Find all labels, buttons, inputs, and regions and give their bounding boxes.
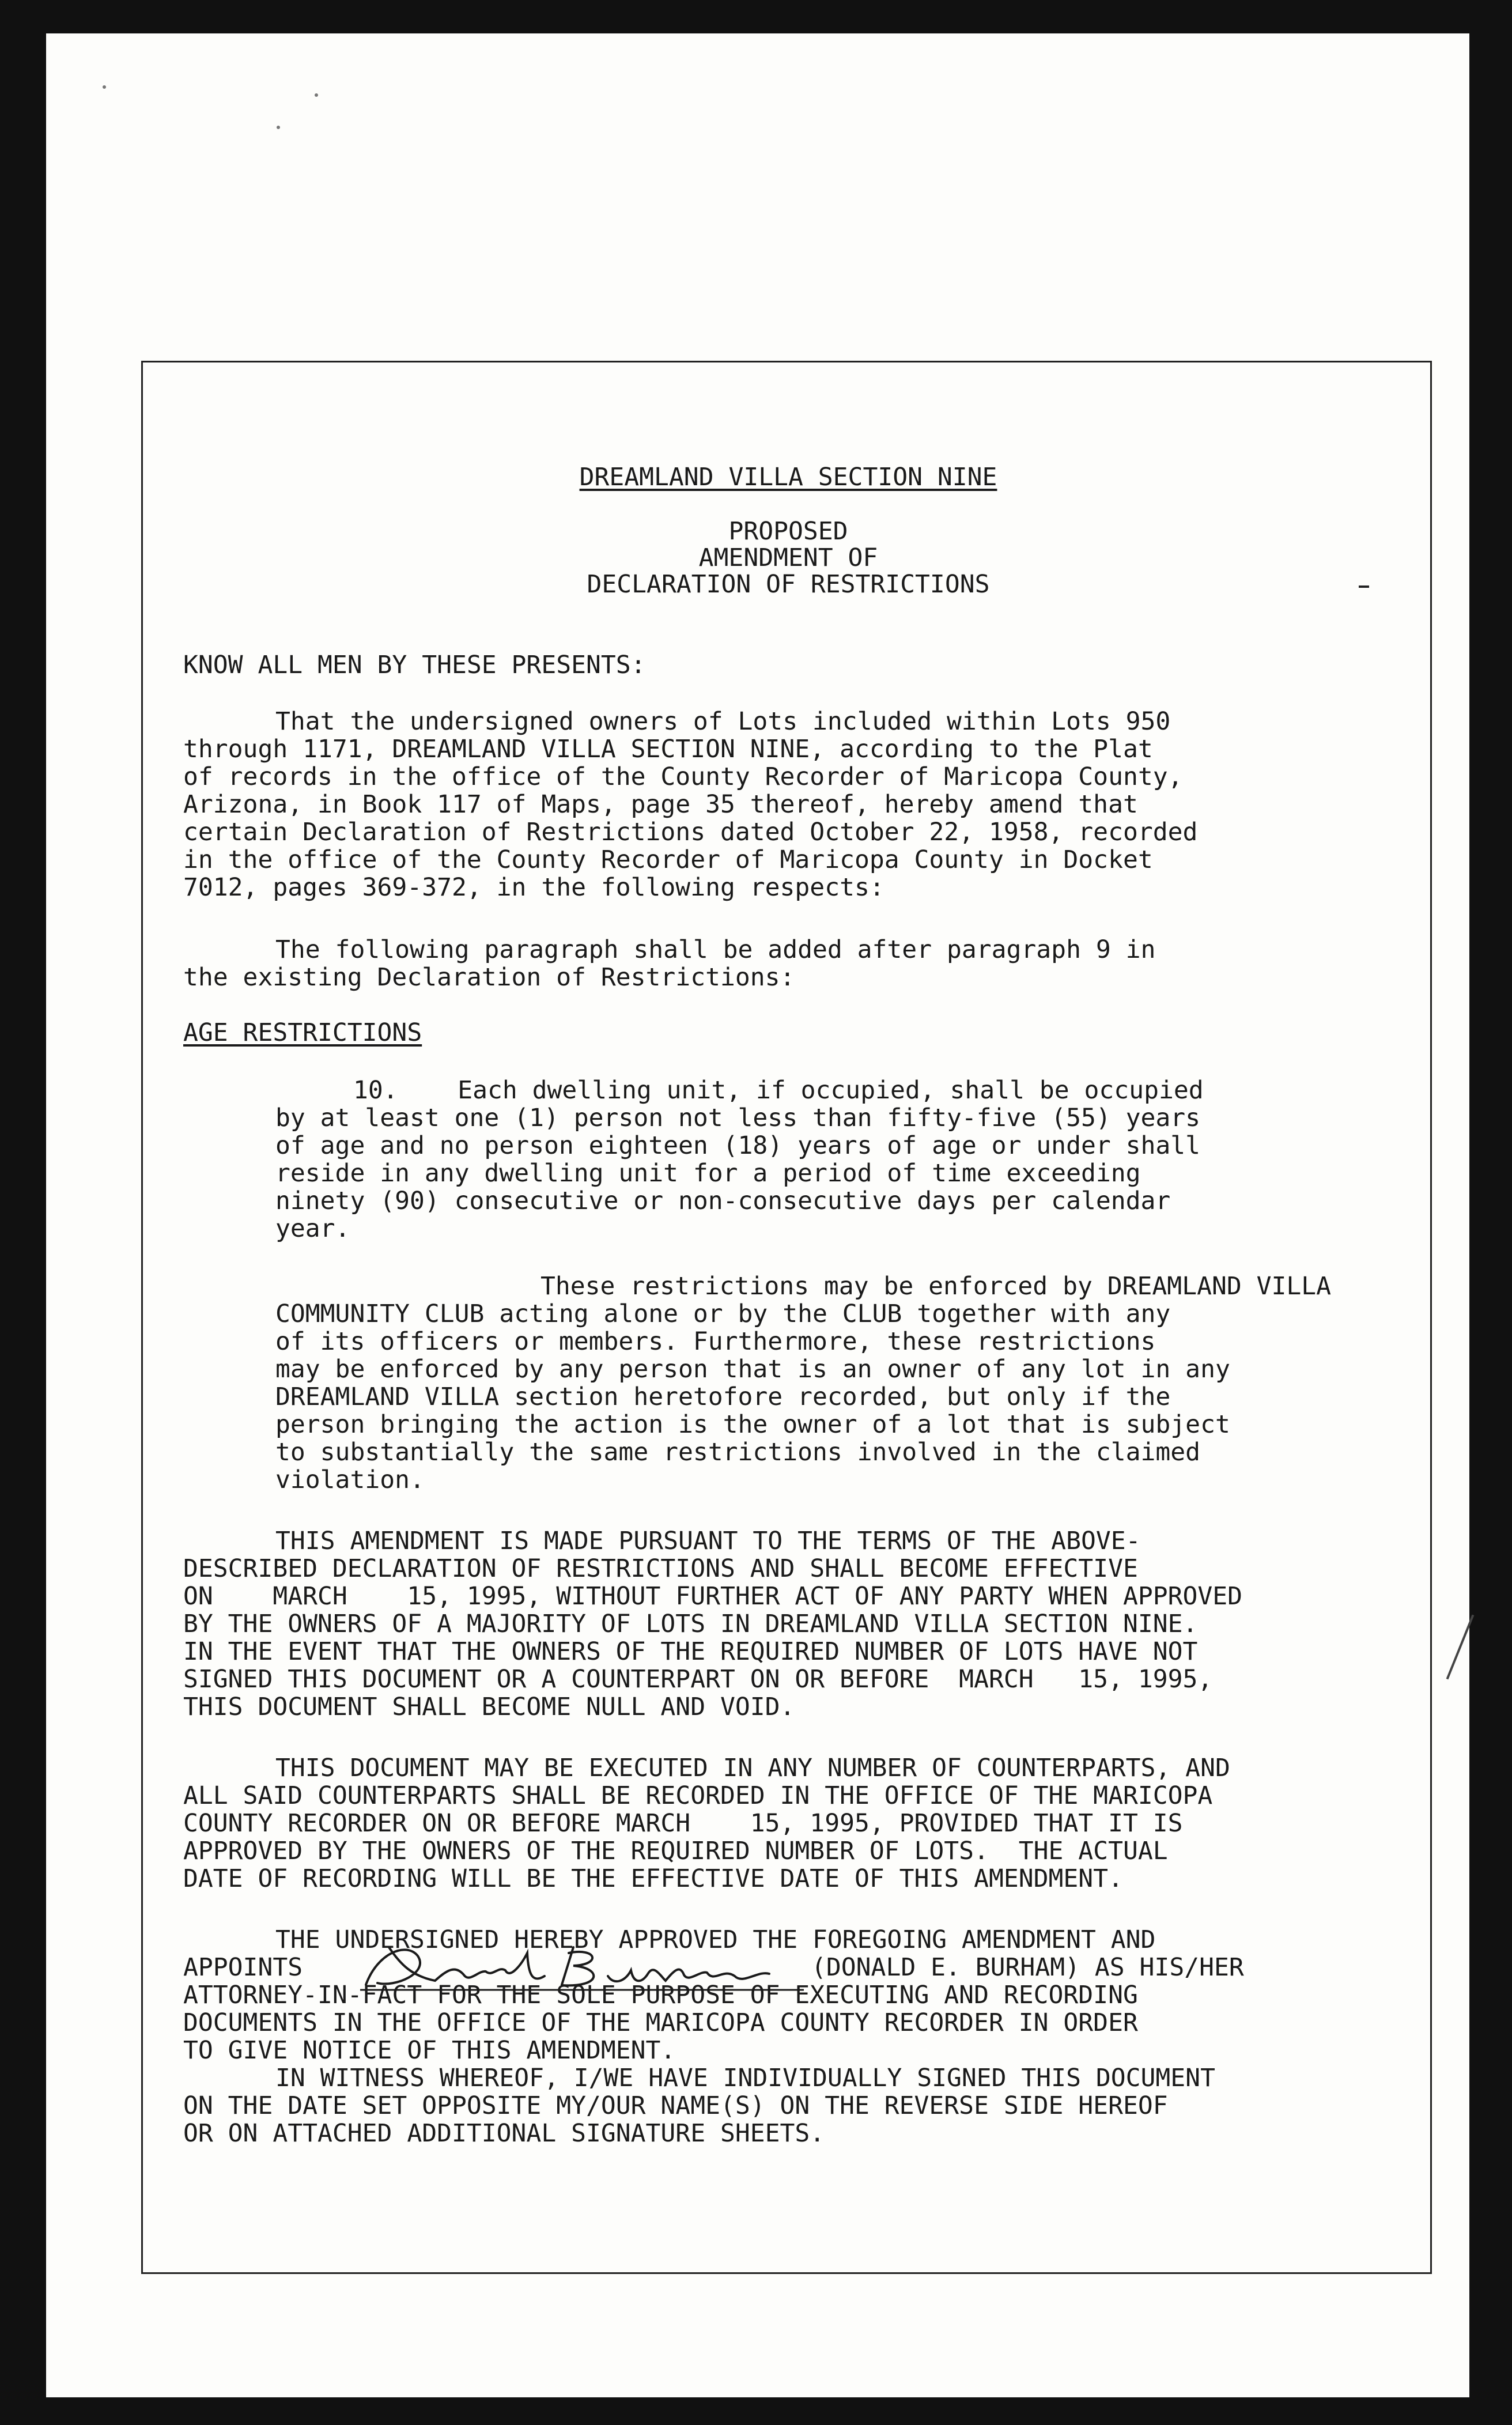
paragraph-line: of its officers or members. Furthermore, these restrictions	[275, 1327, 1156, 1356]
paragraph-line: of age and no person eighteen (18) years of age or under shall	[275, 1131, 1201, 1160]
edge-mark	[1446, 1615, 1475, 1680]
paragraph-line: THE UNDERSIGNED HEREBY APPROVED THE FOREGOING AMENDMENT AND	[275, 1925, 1156, 1954]
subtitle-proposed: PROPOSED	[728, 517, 848, 546]
paragraph-line: certain Declaration of Restrictions dated October 22, 1958, recorded	[183, 818, 1198, 847]
document-title: DREAMLAND VILLA SECTION NINE	[579, 463, 997, 492]
paragraph-line: BY THE OWNERS OF A MAJORITY OF LOTS IN DREAMLAND VILLA SECTION NINE.	[183, 1610, 1198, 1638]
subtitle-declaration: DECLARATION OF RESTRICTIONS	[587, 570, 990, 599]
dash-mark	[1359, 586, 1369, 588]
paragraph-line: through 1171, DREAMLAND VILLA SECTION NINE, according to the Plat	[183, 735, 1153, 764]
paragraph-line: THIS DOCUMENT SHALL BECOME NULL AND VOID.	[183, 1693, 795, 1721]
paragraph-line: reside in any dwelling unit for a period of time exceeding	[275, 1159, 1141, 1188]
paragraph-line: DATE OF RECORDING WILL BE THE EFFECTIVE DATE OF THIS AMENDMENT.	[183, 1864, 1123, 1893]
appointee-name: (DONALD E. BURHAM) AS HIS/HER	[811, 1953, 1244, 1982]
paragraph-line: DOCUMENTS IN THE OFFICE OF THE MARICOPA COUNTY RECORDER IN ORDER	[183, 2008, 1138, 2037]
speck	[103, 85, 106, 89]
paragraph-line: The following paragraph shall be added after paragraph 9 in	[275, 935, 1156, 964]
paragraph-line: DREAMLAND VILLA section heretofore recorded, but only if the	[275, 1383, 1171, 1411]
paragraph-line: OR ON ATTACHED ADDITIONAL SIGNATURE SHEETS.	[183, 2119, 825, 2148]
speck	[277, 126, 280, 129]
paragraph-line: DESCRIBED DECLARATION OF RESTRICTIONS AND SHALL BECOME EFFECTIVE	[183, 1554, 1138, 1583]
subtitle-amendment: AMENDMENT OF	[698, 543, 878, 572]
paragraph-line: the existing Declaration of Restrictions:	[183, 963, 795, 992]
paragraph-line: IN WITNESS WHEREOF, I/WE HAVE INDIVIDUALLY SIGNED THIS DOCUMENT	[275, 2064, 1215, 2092]
paragraph-line: 10. Each dwelling unit, if occupied, shall be occupied	[353, 1076, 1204, 1105]
paragraph-line: ALL SAID COUNTERPARTS SHALL BE RECORDED IN THE OFFICE OF THE MARICOPA	[183, 1781, 1213, 1810]
paragraph-line: 7012, pages 369-372, in the following respects:	[183, 873, 884, 902]
paragraph-line: may be enforced by any person that is an owner of any lot in any	[275, 1355, 1230, 1384]
paragraph-line: TO GIVE NOTICE OF THIS AMENDMENT.	[183, 2036, 676, 2065]
paragraph-line: That the undersigned owners of Lots included within Lots 950	[275, 707, 1171, 736]
opening-line: KNOW ALL MEN BY THESE PRESENTS:	[183, 651, 646, 679]
paragraph-line: person bringing the action is the owner of a lot that is subject	[275, 1410, 1230, 1439]
paragraph-line: SIGNED THIS DOCUMENT OR A COUNTERPART ON OR BEFORE MARCH 15, 1995,	[183, 1665, 1213, 1694]
document-page	[46, 33, 1469, 2397]
speck	[315, 93, 318, 97]
paragraph-line: Arizona, in Book 117 of Maps, page 35 thereof, hereby amend that	[183, 790, 1138, 819]
section-heading: AGE RESTRICTIONS	[183, 1018, 422, 1047]
paragraph-line: ninety (90) consecutive or non-consecutive days per calendar	[275, 1187, 1171, 1215]
paragraph-line: IN THE EVENT THAT THE OWNERS OF THE REQUIRED NUMBER OF LOTS HAVE NOT	[183, 1637, 1198, 1666]
paragraph-line: of records in the office of the County Recorder of Maricopa County,	[183, 762, 1183, 791]
paragraph-line: to substantially the same restrictions involved in the claimed	[275, 1438, 1201, 1467]
paragraph-line: ON MARCH 15, 1995, WITHOUT FURTHER ACT OF ANY PARTY WHEN APPROVED	[183, 1582, 1243, 1611]
paragraph-line: year.	[275, 1214, 350, 1243]
paragraph-line: ATTORNEY-IN-FACT FOR THE SOLE PURPOSE OF EXECUTING AND RECORDING	[183, 1981, 1138, 2009]
paragraph-line: These restrictions may be enforced by DREAMLAND VILLA	[540, 1272, 1332, 1301]
paragraph-line: COMMUNITY CLUB acting alone or by the CLUB together with any	[275, 1300, 1171, 1328]
paragraph-line: THIS AMENDMENT IS MADE PURSUANT TO THE TERMS OF THE ABOVE-	[275, 1527, 1141, 1555]
paragraph-line: APPROVED BY THE OWNERS OF THE REQUIRED NUMBER OF LOTS. THE ACTUAL	[183, 1837, 1168, 1865]
paragraph-line: in the office of the County Recorder of Maricopa County in Docket	[183, 845, 1153, 874]
document-frame	[141, 361, 1432, 2274]
handwritten-signature	[354, 1930, 815, 1999]
paragraph-line: COUNTY RECORDER ON OR BEFORE MARCH 15, 1995, PROVIDED THAT IT IS	[183, 1809, 1183, 1838]
paragraph-line: by at least one (1) person not less than fifty-five (55) years	[275, 1104, 1201, 1132]
paragraph-line: THIS DOCUMENT MAY BE EXECUTED IN ANY NUMBER OF COUNTERPARTS, AND	[275, 1754, 1230, 1782]
paragraph-line: ON THE DATE SET OPPOSITE MY/OUR NAME(S) ON THE REVERSE SIDE HEREOF	[183, 2091, 1168, 2120]
paragraph-line: violation.	[275, 1465, 425, 1494]
appoints-label: APPOINTS	[183, 1953, 303, 1982]
